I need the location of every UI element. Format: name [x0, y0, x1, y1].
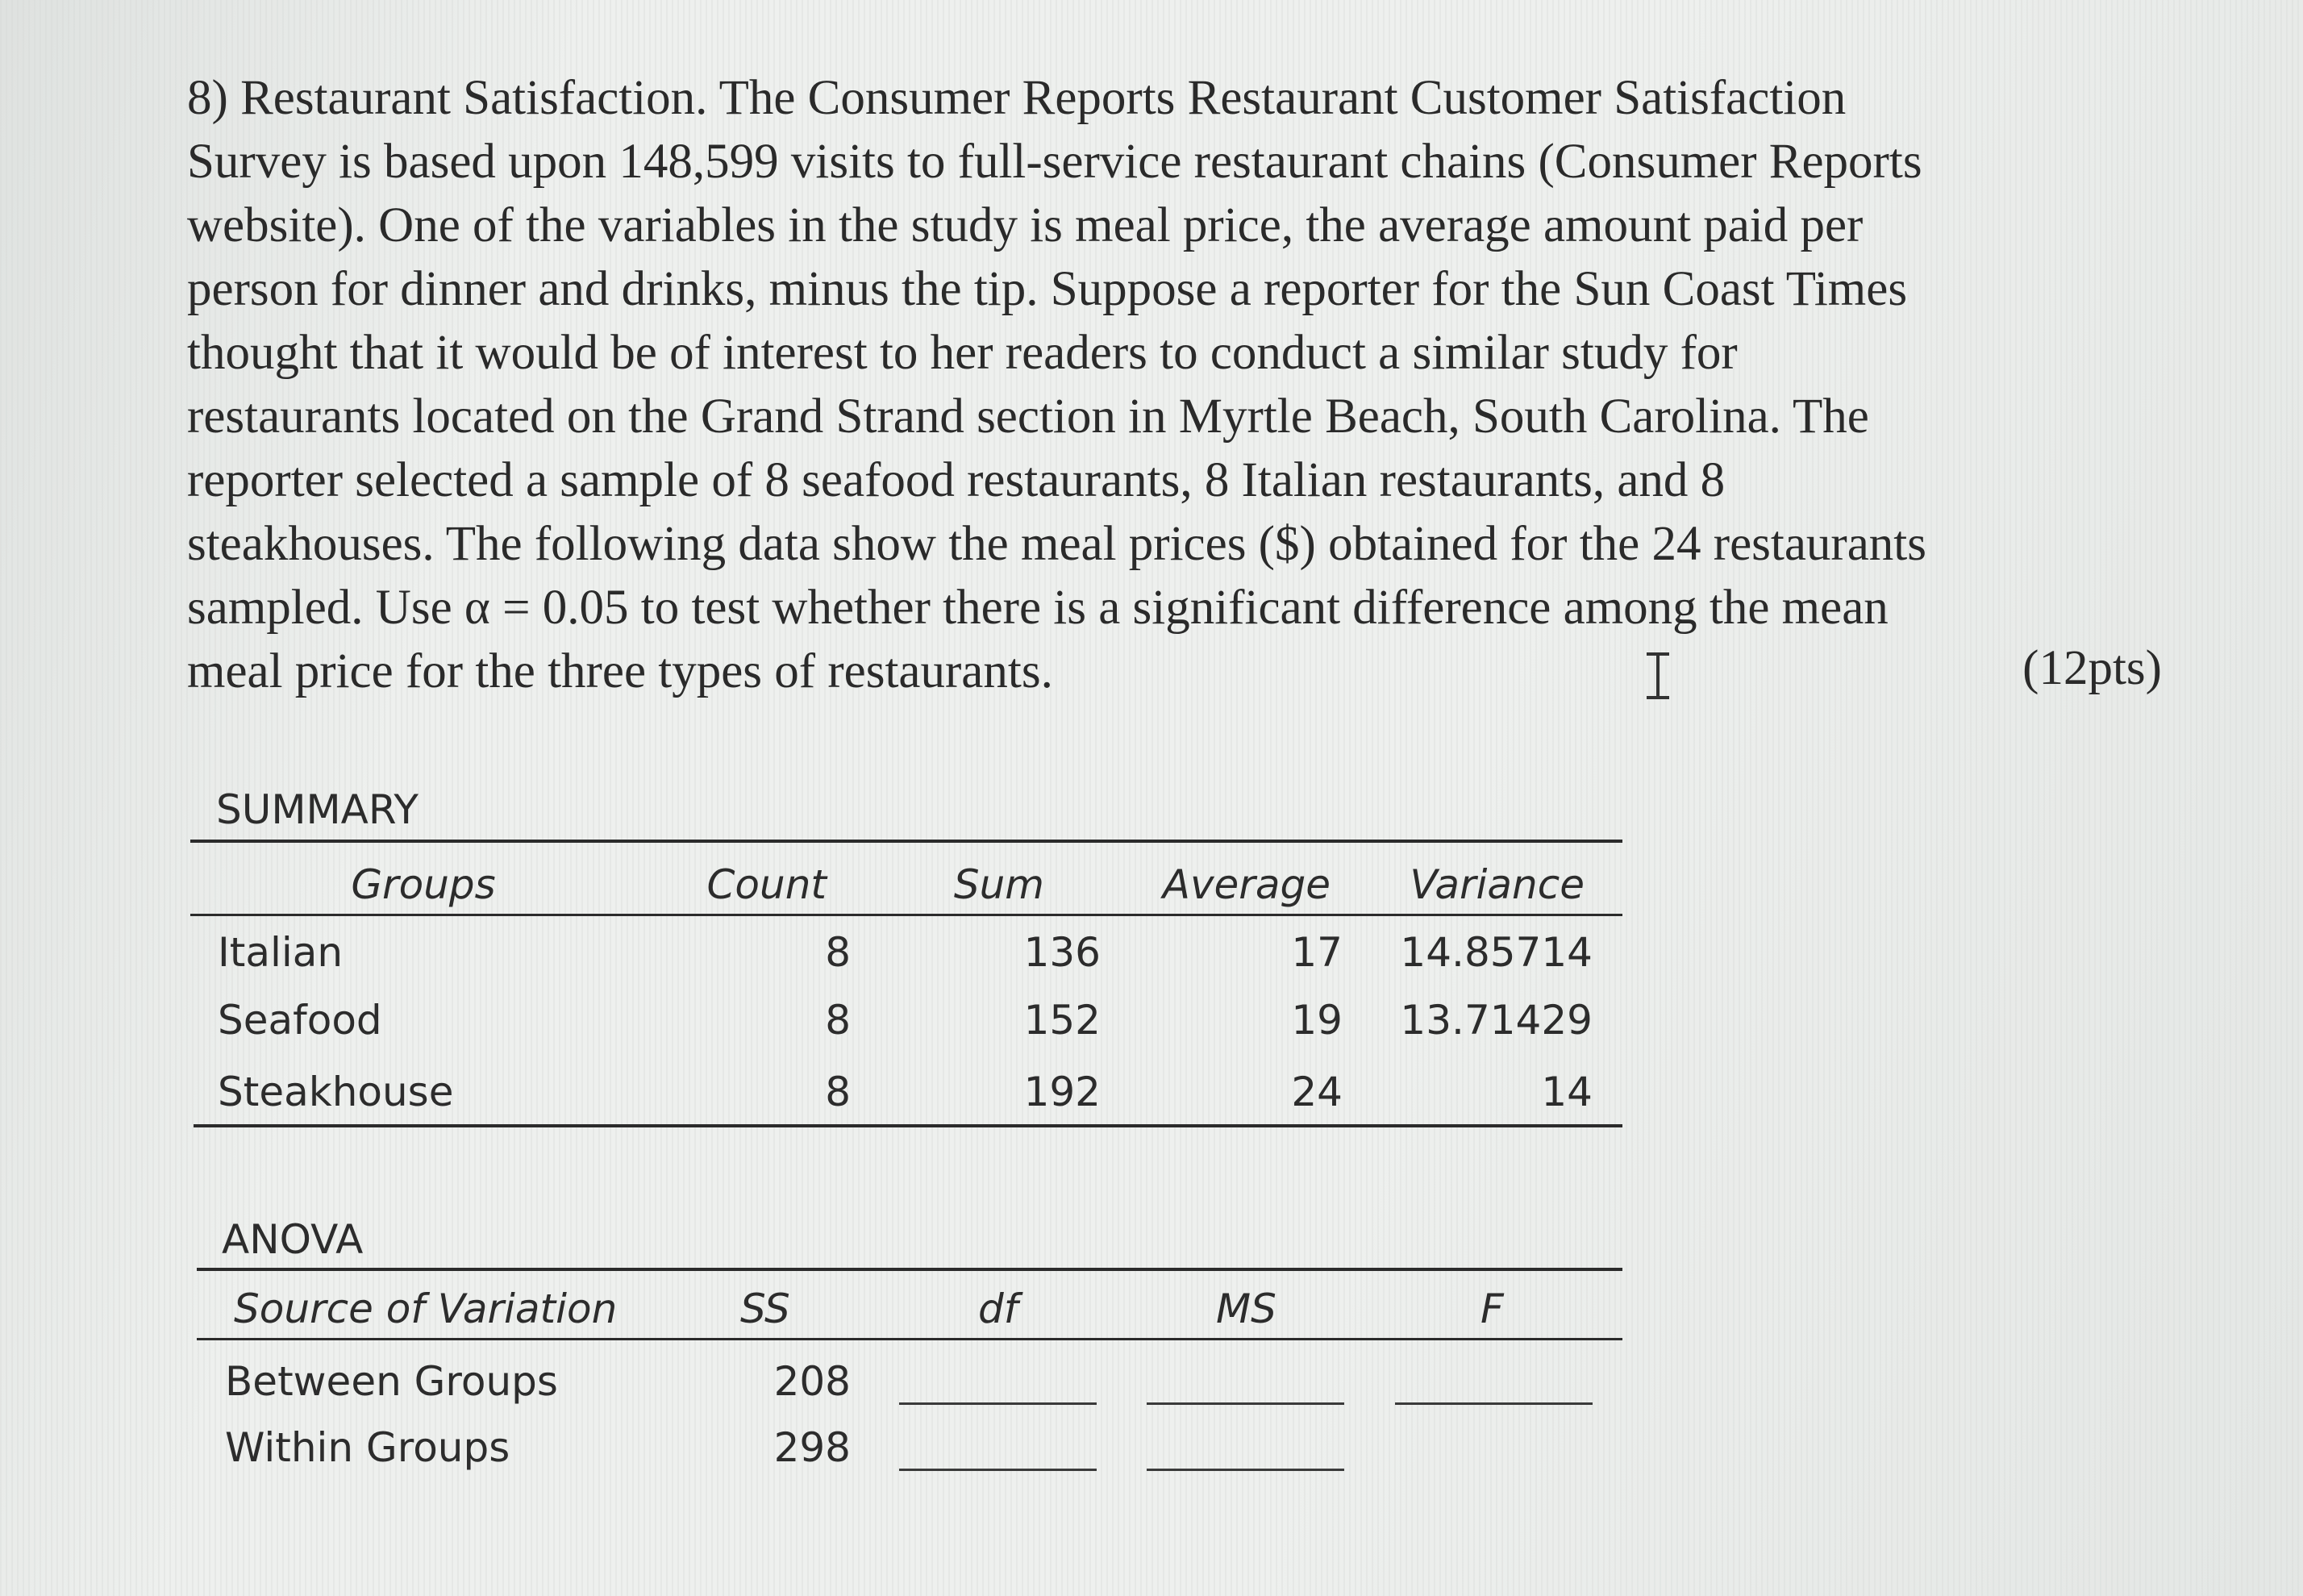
question-line: Survey is based upon 148,599 visits to full-service restaurant chains (Consumer Reports [187, 135, 1922, 189]
summary-cell-count: 8 [825, 1069, 851, 1115]
answer-blank-ms-between[interactable] [1147, 1402, 1344, 1405]
summary-cell-group: Steakhouse [218, 1069, 454, 1115]
question-line: person for dinner and drinks, minus the tip. Suppose a reporter for the Sun Coast Times [187, 262, 1908, 316]
summary-cell-sum: 152 [1023, 997, 1101, 1044]
summary-cell-sum: 136 [1023, 929, 1101, 976]
anova-cell-ss: 208 [773, 1358, 851, 1405]
answer-blank-f-between[interactable] [1395, 1402, 1593, 1405]
anova-header-rule [197, 1338, 1622, 1340]
question-text [187, 66, 2187, 703]
summary-cell-count: 8 [825, 929, 851, 976]
answer-blank-ms-within[interactable] [1147, 1469, 1344, 1471]
anova-cell-ss: 298 [773, 1424, 851, 1471]
summary-header-count: Count [706, 861, 827, 908]
summary-header-sum: Sum [953, 861, 1044, 908]
summary-cell-variance: 14.85714 [1400, 929, 1593, 976]
points-label: (12pts) [2022, 641, 2162, 695]
summary-cell-variance: 13.71429 [1400, 997, 1593, 1044]
answer-blank-df-within[interactable] [899, 1469, 1097, 1471]
question-line: website). One of the variables in the study is meal price, the average amount paid per [187, 198, 1864, 252]
summary-header-rule [190, 914, 1622, 916]
summary-cell-average: 17 [1291, 929, 1343, 976]
summary-title: SUMMARY [216, 786, 419, 833]
anova-header-ms: MS [1216, 1286, 1276, 1332]
anova-title: ANOVA [222, 1216, 364, 1263]
anova-cell-source: Within Groups [225, 1424, 510, 1471]
question-line: sampled. Use α = 0.05 to test whether there is a significant difference among the mean [187, 581, 1889, 635]
question-line: reporter selected a sample of 8 seafood restaurants, 8 Italian restaurants, and 8 [187, 453, 1726, 507]
text-cursor-icon [1643, 652, 1672, 700]
summary-cell-average: 24 [1291, 1069, 1343, 1115]
question-line: thought that it would be of interest to her readers to conduct a similar study for [187, 326, 1738, 380]
answer-blank-df-between[interactable] [899, 1402, 1097, 1405]
question-line: restaurants located on the Grand Strand section in Myrtle Beach, South Carolina. The [187, 390, 1869, 444]
question-line: steakhouses. The following data show the meal prices ($) obtained for the 24 restaurants [187, 517, 1926, 571]
summary-cell-group: Seafood [218, 997, 382, 1044]
summary-header-variance: Variance [1410, 861, 1585, 908]
summary-bottom-rule [194, 1124, 1622, 1127]
anova-top-rule [197, 1268, 1622, 1271]
summary-cell-sum: 192 [1023, 1069, 1101, 1115]
anova-cell-source: Between Groups [225, 1358, 558, 1405]
summary-cell-variance: 14 [1541, 1069, 1593, 1115]
summary-cell-group: Italian [218, 929, 344, 976]
summary-top-rule [190, 840, 1622, 843]
question-line: meal price for the three types of restaurants. [187, 644, 1053, 698]
summary-cell-average: 19 [1291, 997, 1343, 1044]
anova-header-source: Source of Variation [234, 1286, 618, 1332]
summary-cell-count: 8 [825, 997, 851, 1044]
summary-header-groups: Groups [351, 861, 496, 908]
anova-header-ss: SS [740, 1286, 790, 1332]
summary-header-average: Average [1162, 861, 1331, 908]
anova-header-df: df [978, 1286, 1018, 1332]
question-line: 8) Restaurant Satisfaction. The Consumer Reports Restaurant Customer Satisfaction [187, 71, 1847, 125]
anova-header-f: F [1480, 1286, 1504, 1332]
